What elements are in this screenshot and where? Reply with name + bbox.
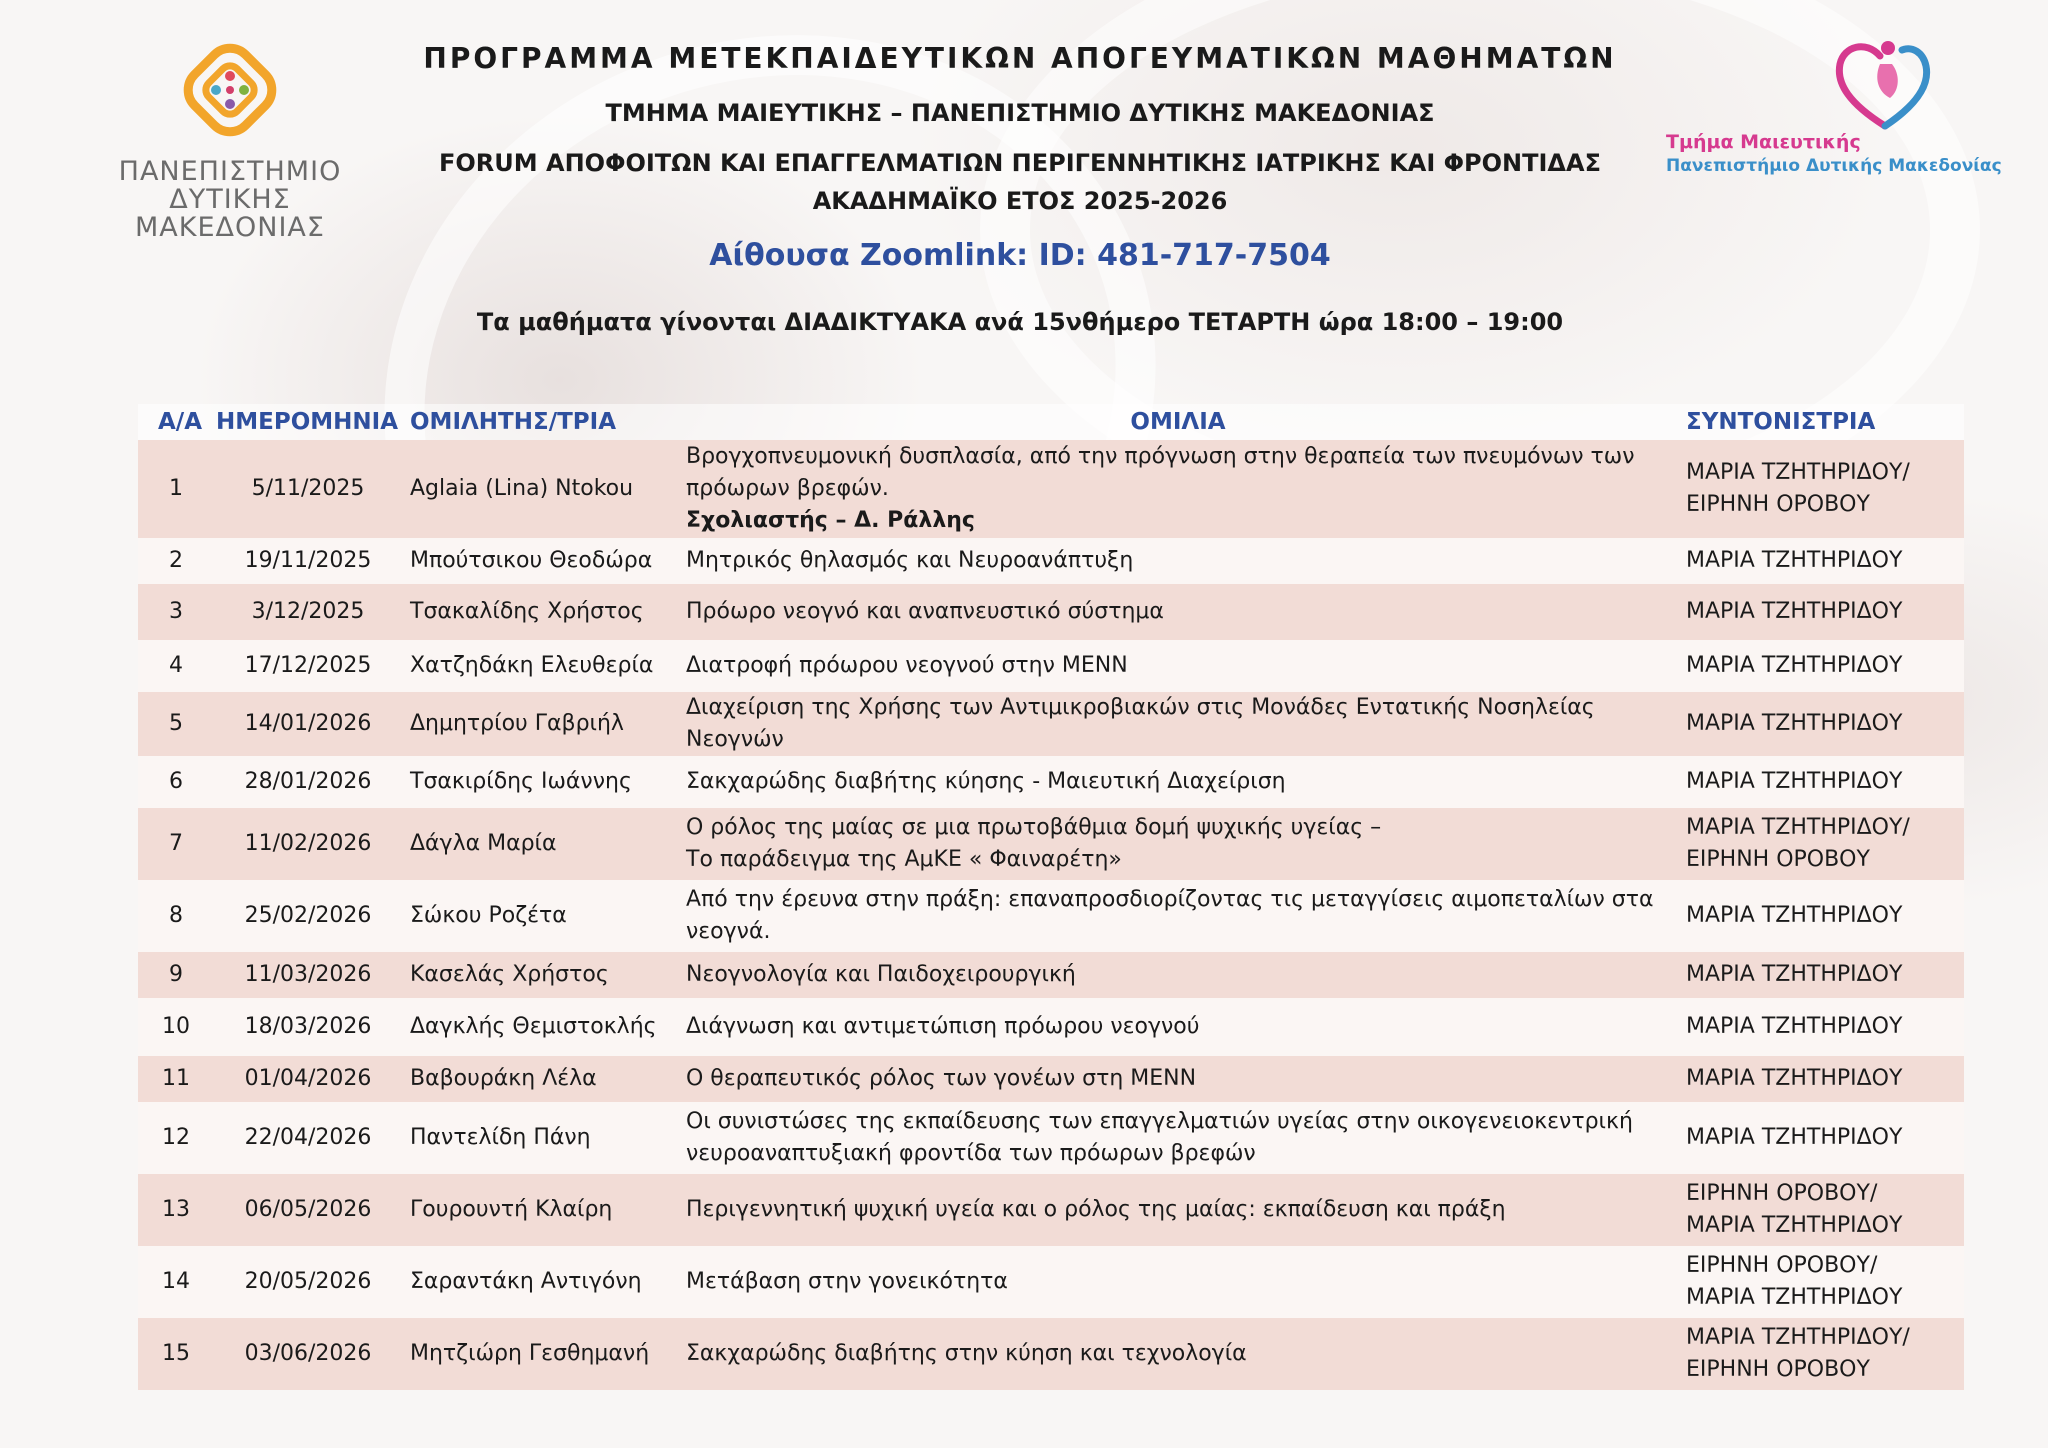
cell-speaker: Βαβουράκη Λέλα <box>410 1066 597 1091</box>
table-row <box>138 808 1964 880</box>
column-header-moderator: ΣΥΝΤΟΝΙΣΤΡΙΑ <box>1686 409 1876 435</box>
department-logo-line1: Τμήμα Μαιευτικής <box>1666 131 1861 153</box>
table-row <box>138 998 1964 1056</box>
cell-moderator: ΜΑΡΙΑ ΤΖΗΤΗΡΙΔΟΥ <box>1686 653 1903 678</box>
cell-moderator: ΜΑΡΙΑ ΤΖΗΤΗΡΙΔΟΥ <box>1686 769 1903 794</box>
column-header-number: Α/Α <box>158 409 203 435</box>
cell-moderator: ΜΑΡΙΑ ΤΖΗΤΗΡΙΔΟΥ <box>1686 711 1903 736</box>
table-row <box>138 1174 1964 1246</box>
university-emblem-icon <box>180 40 280 140</box>
column-header-date: ΗΜΕΡΟΜΗΝΙΑ <box>216 409 399 435</box>
cell-number: 15 <box>162 1341 190 1366</box>
zoom-link[interactable]: Αίθουσα Zoomlink: ID: 481-717-7504 <box>709 238 1331 273</box>
cell-date: 17/12/2025 <box>244 653 372 678</box>
cell-speaker: Δαγκλής Θεμιστοκλής <box>410 1014 657 1039</box>
cell-number: 12 <box>162 1125 190 1150</box>
cell-number: 5 <box>169 711 183 736</box>
cell-moderator: ΜΑΡΙΑ ΤΖΗΤΗΡΙΔΟΥ <box>1686 962 1903 987</box>
cell-speaker: Δάγλα Μαρία <box>410 831 557 856</box>
cell-date: 01/04/2026 <box>244 1066 372 1091</box>
cell-date: 18/03/2026 <box>244 1014 372 1039</box>
forum-title: FORUM ΑΠΟΦΟΙΤΩΝ ΚΑΙ ΕΠΑΓΓΕΛΜΑΤΙΩΝ ΠΕΡΙΓΕΝΝΗΤΙΚΗΣ ΙΑΤΡΙΚΗΣ ΚΑΙ ΦΡΟΝΤΙΔΑΣ <box>439 149 1601 177</box>
midwifery-heart-icon <box>1830 34 1940 134</box>
cell-talk: Διαχείριση της Χρήσης των Αντιμικροβιακών στις Μονάδες Εντατικής Νοσηλείας Νεογνών <box>686 695 1595 752</box>
cell-talk: Σακχαρώδης διαβήτης στην κύηση και τεχνολογία <box>686 1341 1247 1366</box>
cell-date: 28/01/2026 <box>244 769 372 794</box>
table-row <box>138 880 1964 952</box>
cell-talk: Περιγεννητική ψυχική υγεία και ο ρόλος της μαίας: εκπαίδευση και πράξη <box>686 1197 1506 1222</box>
cell-date: 03/06/2026 <box>244 1341 372 1366</box>
cell-talk: Μητρικός θηλασμός και Νευροανάπτυξη <box>686 548 1134 573</box>
cell-number: 10 <box>162 1014 190 1039</box>
cell-talk: Διατροφή πρόωρου νεογνού στην ΜΕΝΝ <box>686 653 1128 678</box>
cell-number: 9 <box>169 962 183 987</box>
cell-number: 3 <box>169 599 183 624</box>
table-row <box>138 756 1964 808</box>
cell-number: 1 <box>169 476 183 501</box>
cell-talk: Ο ρόλος της μαίας σε μια πρωτοβάθμια δομή ψυχικής υγείας – Το παράδειγμα της ΑμΚΕ « Φαιναρέτη» <box>686 815 1382 872</box>
schedule-note: Τα μαθήματα γίνονται ΔΙΑΔΙΚΤΥΑΚΑ ανά 15νθήμερο ΤΕΤΑΡΤΗ ώρα 18:00 – 19:00 <box>476 308 1564 336</box>
cell-date: 06/05/2026 <box>244 1197 372 1222</box>
table-row <box>138 538 1964 584</box>
table-row <box>138 1056 1964 1102</box>
cell-date: 14/01/2026 <box>244 711 372 736</box>
department-title: ΤΜΗΜΑ ΜΑΙΕΥΤΙΚΗΣ – ΠΑΝΕΠΙΣΤΗΜΙΟ ΔΥΤΙΚΗΣ ΜΑΚΕΔΟΝΙΑΣ <box>605 99 1435 127</box>
cell-moderator: ΜΑΡΙΑ ΤΖΗΤΗΡΙΔΟΥ/ ΕΙΡΗΝΗ ΟΡΟΒΟΥ <box>1686 815 1910 872</box>
cell-date: 19/11/2025 <box>244 548 372 573</box>
cell-date: 11/03/2026 <box>244 962 372 987</box>
cell-moderator: ΜΑΡΙΑ ΤΖΗΤΗΡΙΔΟΥ/ ΕΙΡΗΝΗ ΟΡΟΒΟΥ <box>1686 1325 1910 1382</box>
cell-speaker: Χατζηδάκη Ελευθερία <box>410 653 654 678</box>
cell-talk: Μετάβαση στην γονεικότητα <box>686 1269 1008 1294</box>
university-logo-text: ΠΑΝΕΠΙΣΤΗΜΙΟ ΔΥΤΙΚΗΣ ΜΑΚΕΔΟΝΙΑΣ <box>118 156 342 243</box>
table-row <box>138 440 1964 538</box>
cell-moderator: ΜΑΡΙΑ ΤΖΗΤΗΡΙΔΟΥ <box>1686 1125 1903 1150</box>
cell-date: 25/02/2026 <box>244 903 372 928</box>
cell-date: 3/12/2025 <box>251 599 365 624</box>
department-logo-line2: Πανεπιστήμιο Δυτικής Μακεδονίας <box>1666 156 2002 176</box>
cell-moderator: ΜΑΡΙΑ ΤΖΗΤΗΡΙΔΟΥ <box>1686 599 1903 624</box>
cell-talk: Νεογνολογία και Παιδοχειρουργική <box>686 962 1076 987</box>
column-header-talk: ΟΜΙΛΙΑ <box>1130 409 1226 435</box>
cell-talk: Βρογχοπνευμονική δυσπλασία, από την πρόγνωση στην θεραπεία των πνευμόνων των πρόωρων βρεφών. Σχολιαστής – Δ. Ράλλης <box>686 444 1635 533</box>
cell-speaker: Aglaia (Lina) Ntokou <box>410 476 634 501</box>
table-row <box>138 640 1964 692</box>
cell-number: 7 <box>169 831 183 856</box>
page-title: ΠΡΟΓΡΑΜΜΑ ΜΕΤΕΚΠΑΙΔΕΥΤΙΚΩΝ ΑΠΟΓΕΥΜΑΤΙΚΩΝ ΜΑΘΗΜΑΤΩΝ <box>423 42 1617 75</box>
cell-number: 6 <box>169 769 183 794</box>
university-logo <box>110 40 350 242</box>
cell-date: 11/02/2026 <box>244 831 372 856</box>
cell-speaker: Γουρουντή Κλαίρη <box>410 1197 613 1222</box>
cell-speaker: Δημητρίου Γαβριήλ <box>410 711 624 736</box>
cell-number: 8 <box>169 903 183 928</box>
cell-speaker: Παντελίδη Πάνη <box>410 1125 591 1150</box>
table-row <box>138 584 1964 640</box>
table-row <box>138 692 1964 756</box>
cell-talk: Από την έρευνα στην πράξη: επαναπροσδιορίζοντας τις μεταγγίσεις αιμοπεταλίων στα νεογνά. <box>686 887 1654 944</box>
cell-number: 2 <box>169 548 183 573</box>
cell-moderator: ΜΑΡΙΑ ΤΖΗΤΗΡΙΔΟΥ/ ΕΙΡΗΝΗ ΟΡΟΒΟΥ <box>1686 460 1910 517</box>
table-row <box>138 1318 1964 1390</box>
header-titles <box>400 40 1640 340</box>
cell-moderator: ΕΙΡΗΝΗ ΟΡΟΒΟΥ/ ΜΑΡΙΑ ΤΖΗΤΗΡΙΔΟΥ <box>1686 1253 1903 1310</box>
cell-talk: Διάγνωση και αντιμετώπιση πρόωρου νεογνού <box>686 1014 1200 1039</box>
cell-moderator: ΜΑΡΙΑ ΤΖΗΤΗΡΙΔΟΥ <box>1686 548 1903 573</box>
cell-moderator: ΜΑΡΙΑ ΤΖΗΤΗΡΙΔΟΥ <box>1686 1014 1903 1039</box>
cell-number: 13 <box>162 1197 190 1222</box>
cell-moderator: ΜΑΡΙΑ ΤΖΗΤΗΡΙΔΟΥ <box>1686 1066 1903 1091</box>
cell-speaker: Μπούτσικου Θεοδώρα <box>410 548 653 573</box>
cell-speaker: Τσακιρίδης Ιωάννης <box>410 769 632 794</box>
cell-number: 4 <box>169 653 183 678</box>
table-header-row <box>138 404 1964 440</box>
table-row <box>138 1246 1964 1318</box>
table-row <box>138 1102 1964 1174</box>
cell-speaker: Κασελάς Χρήστος <box>410 962 609 987</box>
table-row <box>138 952 1964 998</box>
academic-year: ΑΚΑΔΗΜΑΪΚΟ ΕΤΟΣ 2025-2026 <box>812 187 1228 215</box>
cell-speaker: Σώκου Ροζέτα <box>410 903 567 928</box>
cell-date: 20/05/2026 <box>244 1269 372 1294</box>
cell-talk: Σακχαρώδης διαβήτης κύησης - Μαιευτική Διαχείριση <box>686 769 1286 794</box>
column-header-speaker: ΟΜΙΛΗΤΗΣ/ΤΡΙΑ <box>410 409 617 435</box>
cell-speaker: Μητζιώρη Γεσθημανή <box>410 1341 650 1366</box>
cell-date: 5/11/2025 <box>251 476 365 501</box>
cell-speaker: Τσακαλίδης Χρήστος <box>410 599 644 624</box>
cell-moderator: ΕΙΡΗΝΗ ΟΡΟΒΟΥ/ ΜΑΡΙΑ ΤΖΗΤΗΡΙΔΟΥ <box>1686 1181 1903 1238</box>
schedule-table <box>138 404 1964 1390</box>
cell-number: 11 <box>162 1066 190 1091</box>
cell-talk: Ο θεραπευτικός ρόλος των γονέων στη ΜΕΝΝ <box>686 1066 1197 1091</box>
cell-talk: Οι συνιστώσες της εκπαίδευσης των επαγγελματιών υγείας στην οικογενειοκεντρική νευροαναπτυξιακή φροντίδα των πρόωρων βρεφών <box>686 1109 1633 1166</box>
cell-number: 14 <box>162 1269 190 1294</box>
cell-date: 22/04/2026 <box>244 1125 372 1150</box>
cell-speaker: Σαραντάκη Αντιγόνη <box>410 1269 642 1294</box>
cell-moderator: ΜΑΡΙΑ ΤΖΗΤΗΡΙΔΟΥ <box>1686 903 1903 928</box>
cell-talk: Πρόωρο νεογνό και αναπνευστικό σύστημα <box>686 599 1164 624</box>
